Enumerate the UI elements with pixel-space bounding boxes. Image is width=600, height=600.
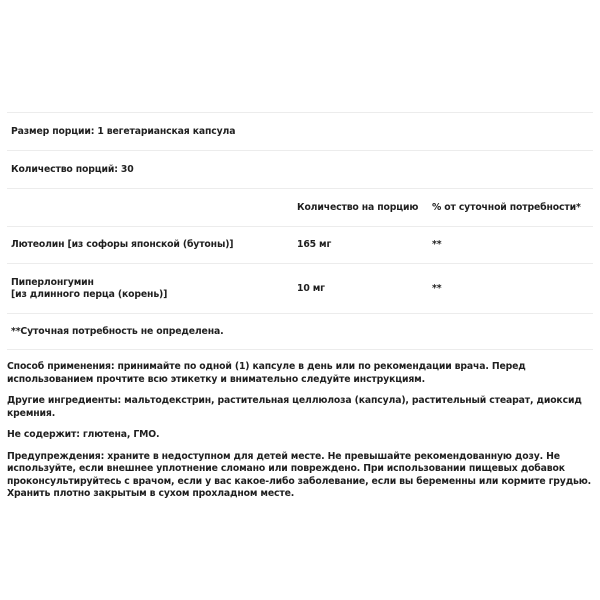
warnings-text: Предупреждения: храните в недоступном для детей месте. Не превышайте рекомендованную дозу. Не используйте, если внешнее уплотнение сломано или повреждено. При использовании пищевых добавок проконсультируйтесь с врачом, если у вас какое-либо заболевание, если вы беременны или кормите грудью. Хранить плотно закрытым в сухом прохладном месте.: [7, 450, 592, 499]
ingredient-name: Лютеолин [из софоры японской (бутоны)]: [11, 239, 234, 250]
ingredient-name: [11, 264, 167, 313]
other-ingredients-text: Другие ингредиенты: мальтодекстрин, растительная целлюлоза (капсула), растительный стеарат, диоксид кремния.: [7, 395, 582, 419]
usage-text: Способ применения: принимайте по одной (1) капсуле в день или по рекомендации врача. Перед использованием прочтите всю этикетку и внимательно следуйте инструкциям.: [7, 361, 526, 385]
servings-count-row: [7, 150, 593, 188]
footnote: **Суточная потребность не определена.: [11, 326, 224, 337]
servings-count: Количество порций: 30: [11, 164, 134, 175]
free-from-text: Не содержит: глютена, ГМО.: [7, 429, 160, 440]
serving-size-row: [7, 112, 593, 150]
ingredient-daily-value: **: [432, 282, 442, 294]
ingredient-daily-value: **: [432, 239, 442, 250]
product-info: [7, 361, 592, 510]
table-header-row: [7, 188, 593, 226]
footnote-row: [7, 313, 593, 350]
ingredient-name-line1: Пиперлонгумин: [11, 276, 94, 288]
column-header-daily-value: % от суточной потребности*: [432, 201, 581, 213]
ingredient-name-line2: [из длинного перца (корень)]: [11, 288, 168, 300]
ingredient-amount: 165 мг: [297, 239, 332, 250]
supplement-facts-table: [7, 112, 593, 350]
table-row: [7, 263, 593, 313]
table-row: [7, 226, 593, 263]
ingredient-amount: 10 мг: [297, 282, 325, 294]
column-header-amount: Количество на порцию: [297, 201, 419, 213]
serving-size: Размер порции: 1 вегетарианская капсула: [11, 126, 236, 137]
